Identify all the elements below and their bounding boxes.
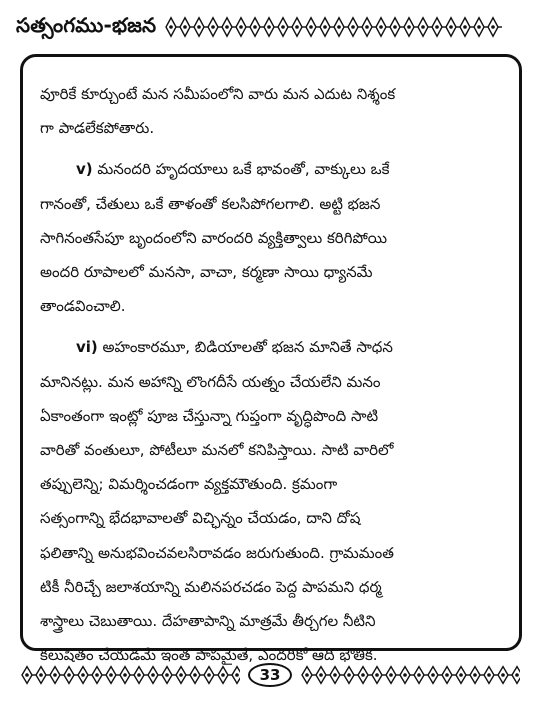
ornament-motif <box>22 667 36 684</box>
ornament-motif <box>404 18 418 36</box>
ornament-motif <box>134 667 148 684</box>
ornament-motif <box>376 18 390 36</box>
ornament-motif <box>400 667 414 684</box>
paragraph-text: మనందరి హృదయాలు ఒకే భావంతో, వాక్కులు ఒకే గానంతో, చేతులు ఒకే తాళంతో కలసిపోగలగాలి. అట్టి భజన సాగినంతసేపూ బృందంలోని వారందరి వ్యక్తిత్వాలు కరిగిపోయి అందరి రూపాలలో మనసా, వాచా, కర్మణా సాయి ధ్యానమే తాండవించాలి. <box>40 160 390 316</box>
ornament-motif <box>194 18 208 36</box>
ornament-motif <box>316 667 330 684</box>
ornament-motif <box>456 667 470 684</box>
ornament-motif <box>222 18 236 36</box>
header-ornament <box>164 16 536 38</box>
ornament-motif <box>474 18 488 36</box>
ornament-motif <box>358 667 372 684</box>
ornament-motif <box>106 667 120 684</box>
ornament-motif <box>176 667 190 684</box>
ornament-motif <box>148 667 162 684</box>
ornament-motif <box>470 667 484 684</box>
footer-ornament-right <box>300 665 520 685</box>
ornament-motif <box>180 18 194 36</box>
footer-ornament-left <box>20 665 240 685</box>
ornament-motif <box>232 667 240 684</box>
page-number: 33 <box>248 663 292 687</box>
ornament-motif <box>250 18 264 36</box>
ornament-motif <box>348 18 362 36</box>
ornament-motif <box>78 667 92 684</box>
paragraph-vi <box>40 330 505 672</box>
ornament-motif <box>390 18 404 36</box>
paragraph-text: అహంకారమూ, బిడియాలతో భజన మానితే సాధన మానినట్లు. మన అహాన్ని లొంగదీసే యత్నం చేయలేని మనం ఏకాంతంగా ఇంట్లో పూజ చేస్తున్నా గుప్తంగా వృద్ధిపొంది సాటి వారితో వంతులూ, పోటీలూ మనలో కనిపిస్తాయి. సాటి వారిలో తప్పులెన్ని; విమర్శించడంగా వ్యక్తమౌతుంది. క్రమంగా సత్సంగాన్ని భేదభావాలతో విచ్ఛిన్నం చేయడం, దాని దోష ఫలితాన్ని అనుభవించవలసిరావడం జరుగుతుంది. గ్రామమంత టికీ నీరిచ్చే జలాశయాన్ని మలినపరచడం పెద్ద పాపమని ధర్మ శాస్త్రాలు చెబుతాయి. దేహతాపాన్ని మాత్రమే తీర్చగల నీటిని కలుషితం చేయడమే ఇంత పాపమైతే, ఎందరికో ఆది భౌతిక. <box>40 338 394 665</box>
ornament-motif <box>278 18 292 36</box>
ornament-motif <box>166 18 180 36</box>
ornament-motif <box>428 667 442 684</box>
ornament-motif <box>344 667 358 684</box>
ornament-motif <box>50 667 64 684</box>
ornament-motif <box>432 18 446 36</box>
ornament-motif <box>488 18 502 36</box>
ornament-motif <box>460 18 474 36</box>
text-frame <box>20 54 522 665</box>
ornament-motif <box>446 18 460 36</box>
page-footer <box>20 660 530 690</box>
ornament-motif <box>386 667 400 684</box>
paragraph-marker: v) <box>76 160 93 179</box>
ornament-motif <box>292 18 306 36</box>
ornament-motif <box>92 667 106 684</box>
ornament-motif <box>372 667 386 684</box>
ornament-motif <box>64 667 78 684</box>
ornament-motif <box>218 667 232 684</box>
ornament-motif <box>418 18 432 36</box>
ornament-motif <box>414 667 428 684</box>
ornament-motif <box>204 667 218 684</box>
ornament-motif <box>264 18 278 36</box>
paragraph-v <box>40 152 505 323</box>
ornament-motif <box>330 667 344 684</box>
ornament-motif <box>162 667 176 684</box>
ornament-motif <box>236 18 250 36</box>
paragraph-continuation <box>40 77 505 145</box>
ornament-motif <box>498 667 512 684</box>
running-title: సత్సంగము-భజన <box>16 12 157 37</box>
ornament-motif <box>190 667 204 684</box>
ornament-motif <box>306 18 320 36</box>
paragraph-marker: vi) <box>76 338 98 357</box>
ornament-motif <box>208 18 222 36</box>
ornament-motif <box>362 18 376 36</box>
page-header <box>16 10 536 44</box>
ornament-motif <box>302 667 316 684</box>
ornament-motif <box>442 667 456 684</box>
ornament-motif <box>120 667 134 684</box>
ornament-motif <box>36 667 50 684</box>
ornament-motif <box>320 18 334 36</box>
ornament-motif <box>512 667 520 684</box>
ornament-motif <box>334 18 348 36</box>
ornament-motif <box>484 667 498 684</box>
paragraph-text: వూరికే కూర్చుంటే మన సమీపంలోని వారు మన ఎదుట నిశ్శంక గా పాడలేకపోతారు. <box>40 85 396 138</box>
